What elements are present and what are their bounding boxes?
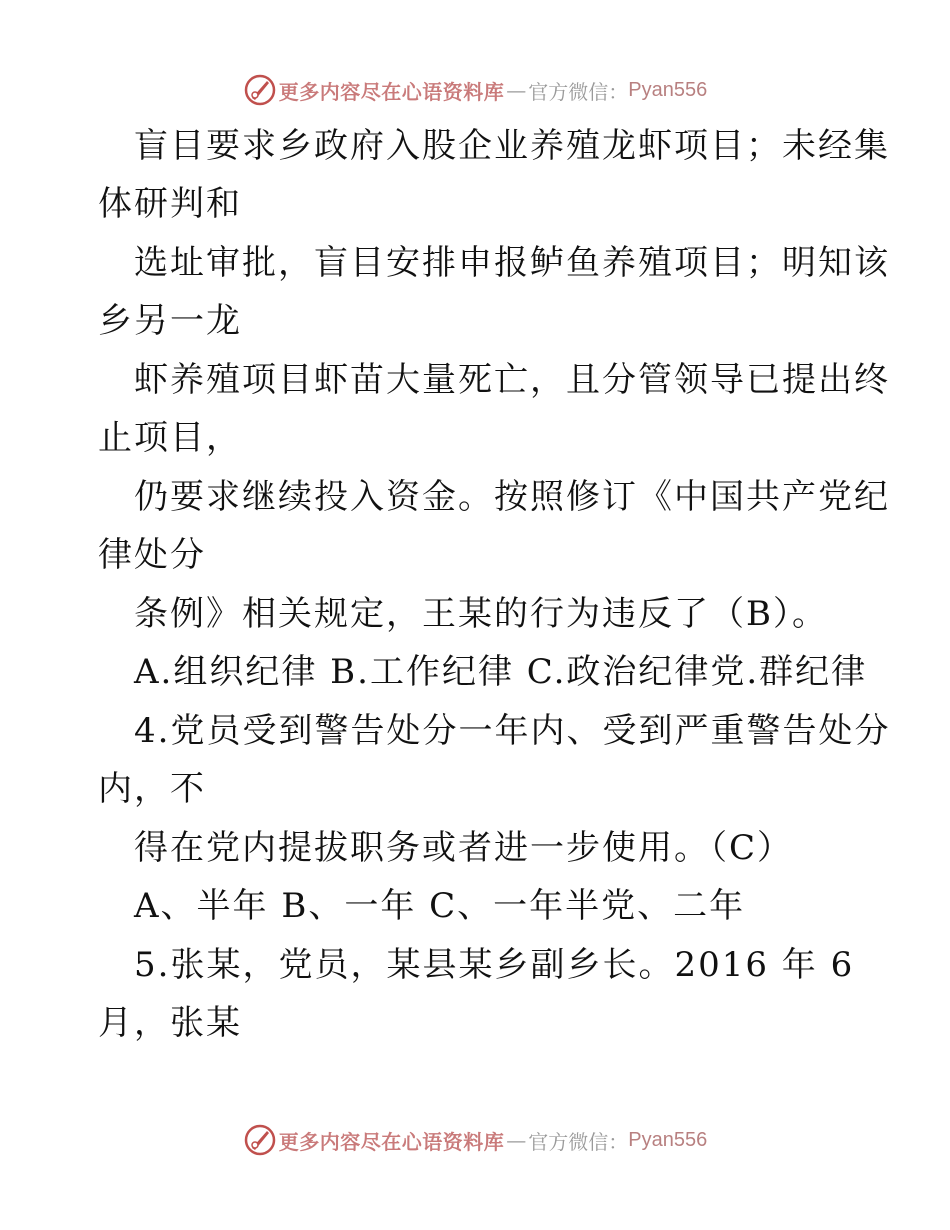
text-line: 4.党员受到警告处分一年内、受到严重警告处分	[134, 711, 891, 751]
banner-wechat-label: 官方微信：	[528, 1129, 629, 1154]
text-line: 律处分	[98, 535, 206, 575]
text-line: 月，张某	[98, 1003, 242, 1043]
header-banner	[0, 70, 950, 110]
banner-dash: —	[506, 1128, 527, 1152]
text-line: 得在党内提拔职务或者进一步使用。（C）	[134, 828, 794, 868]
text-line: 5.张某，党员，某县某乡副乡长。2016 年 6	[134, 945, 855, 985]
text-line: 选址审批，盲目安排申报鲈鱼养殖项目；明知该	[134, 243, 890, 283]
text-line: 仍要求继续投入资金。按照修订《中国共产党纪	[134, 477, 890, 517]
banner-wechat-id: Pyan556	[628, 78, 708, 101]
quill-logo-icon	[243, 1123, 277, 1157]
text-line: 体研判和	[98, 184, 242, 224]
text-line: 内，不	[98, 769, 206, 809]
text-line: 条例》相关规定，王某的行为违反了（B）。	[134, 594, 828, 634]
banner-wechat-label: 官方微信：	[528, 79, 629, 104]
banner-main-text: 更多内容尽在心语资料库	[278, 79, 505, 104]
text-line: 乡另一龙	[98, 301, 242, 341]
footer-banner	[0, 1120, 950, 1160]
text-line: A、半年 B、一年 C、一年半党、二年	[134, 886, 746, 926]
text-line: 止项目，	[98, 418, 242, 458]
text-line: A.组织纪律 B.工作纪律 C.政治纪律党.群纪律	[134, 652, 868, 692]
banner-wechat-id: Pyan556	[628, 1128, 708, 1151]
quill-logo-icon	[243, 73, 277, 107]
text-line: 虾养殖项目虾苗大量死亡，且分管领导已提出终	[134, 360, 890, 400]
banner-dash: —	[506, 78, 527, 102]
banner-main-text: 更多内容尽在心语资料库	[278, 1129, 505, 1154]
text-line: 盲目要求乡政府入股企业养殖龙虾项目；未经集	[134, 126, 890, 166]
